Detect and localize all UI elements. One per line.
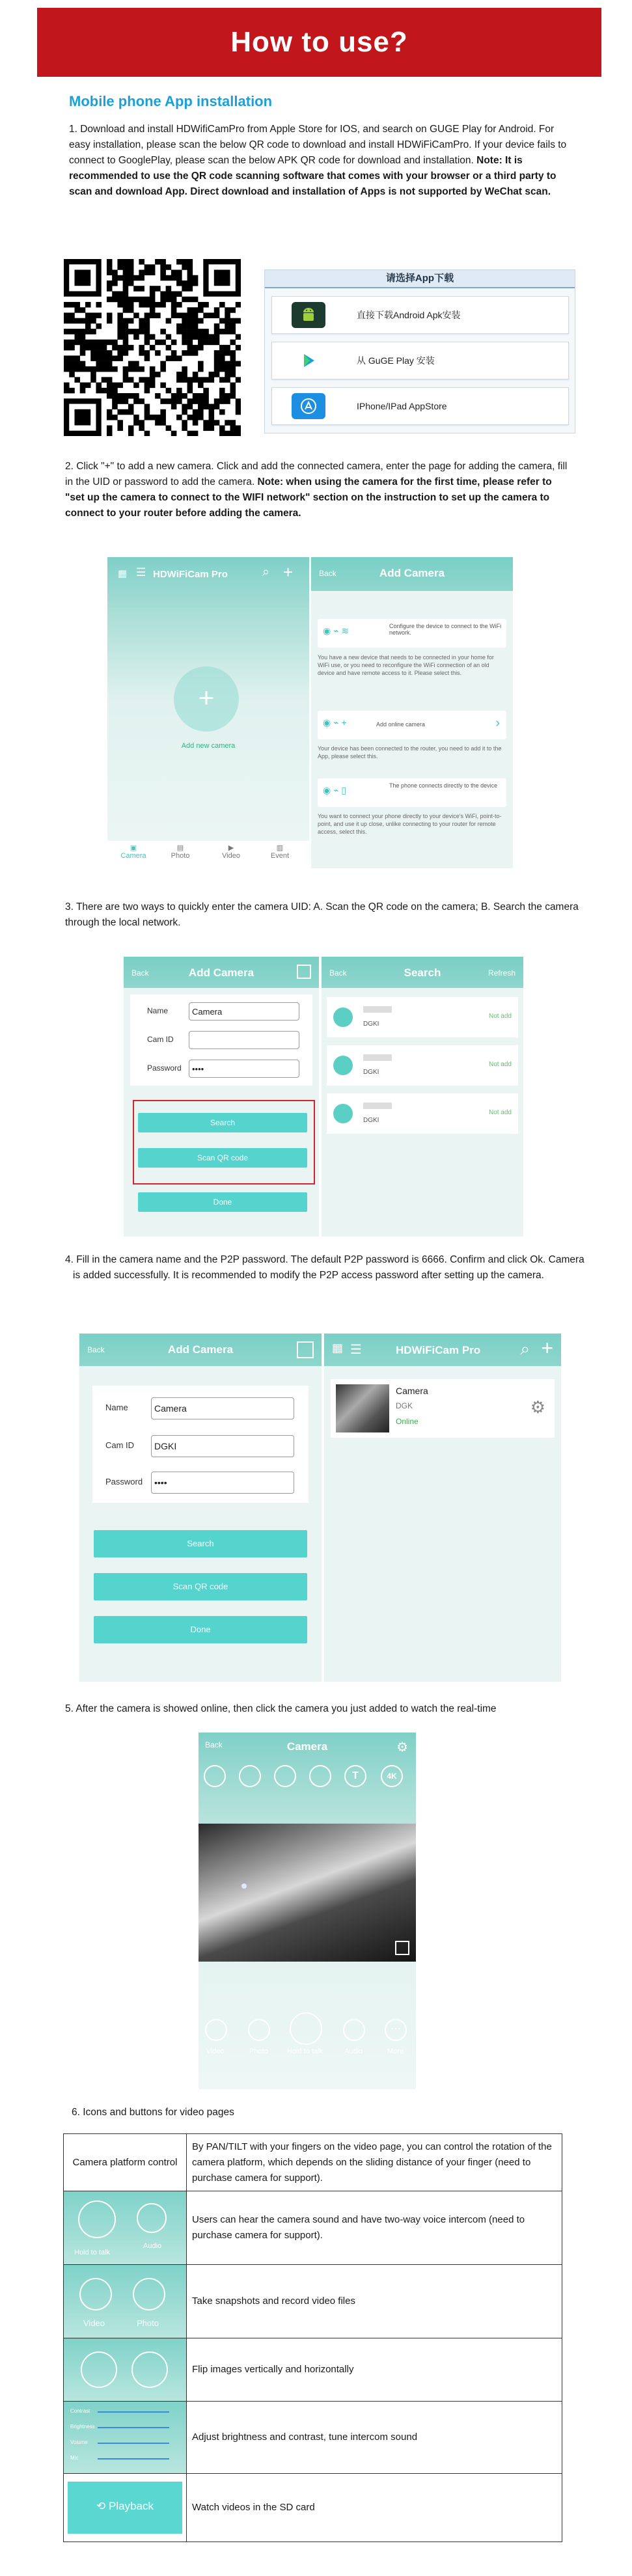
table-cell-desc: Take snapshots and record video files xyxy=(187,2265,562,2338)
search-result[interactable]: DGKI Not add xyxy=(327,1093,518,1134)
grid-icon[interactable]: ▦ xyxy=(118,568,128,579)
screen-title: Add Camera xyxy=(167,1343,234,1356)
step4-paragraph: 4. Fill in the camera name and the P2P password. The default P2P password is 6666. Confirm and click Ok. Camera is added successfully. It is recommended to modify the P2P access password after setting up the camera. xyxy=(65,1254,584,1281)
screenshot-search xyxy=(322,957,523,1237)
back-button[interactable]: Back xyxy=(87,1345,105,1354)
video-icon: ▶ xyxy=(228,844,234,852)
camera-list-item[interactable]: Camera DGK Online ⚙ xyxy=(331,1379,555,1438)
search-result[interactable]: DGKI Not add xyxy=(327,1045,518,1086)
tab-bar xyxy=(107,841,309,868)
tab-event[interactable]: ▥ Event xyxy=(267,843,293,860)
add-icon[interactable]: + xyxy=(283,562,294,582)
phone-icon: ◉ ⌁ ▯ xyxy=(323,785,347,795)
photo-icon[interactable] xyxy=(248,2019,270,2041)
option-direct-connect[interactable]: ◉ ⌁ ▯ The phone connects directly to the device xyxy=(318,778,506,807)
refresh-button[interactable]: Refresh xyxy=(488,968,515,978)
page-title-banner xyxy=(37,8,601,77)
nav-bar xyxy=(324,1334,561,1366)
redacted-name xyxy=(363,1054,392,1061)
flip-icon[interactable] xyxy=(239,1765,261,1787)
app-title: HDWiFiCam Pro xyxy=(153,569,228,580)
screen-title: Camera xyxy=(286,1740,328,1753)
photo-icon: ▤ xyxy=(176,844,184,852)
step2-note: Note: when using the camera for the first time, please refer to "set up the camera to connect to the WIFI network" section on the instruction to set up the camera to connect to your router before adding the camera. xyxy=(65,476,552,519)
download-option-label: 从 GuGE Play 安装 xyxy=(357,355,435,366)
app-store-icon xyxy=(292,393,325,419)
cam-id-field[interactable] xyxy=(189,1031,299,1049)
table-cell-label: Camera platform control xyxy=(64,2134,187,2191)
text-icon[interactable]: T xyxy=(344,1765,366,1787)
screen-title: Add Camera xyxy=(188,966,254,979)
add-new-camera-label: Add new camera xyxy=(181,742,236,750)
download-option-label: IPhone/IPad AppStore xyxy=(357,401,447,411)
nav-bar xyxy=(311,557,513,591)
back-button[interactable]: Back xyxy=(319,569,337,578)
done-button[interactable]: Done xyxy=(138,1192,307,1212)
video-record-icon[interactable] xyxy=(205,2019,227,2041)
screenshot-live-view: Back Camera ⚙ T 4K Video Photo Hold to talk Audio ⋯ More xyxy=(199,1733,416,2089)
scan-icon[interactable] xyxy=(297,1341,314,1358)
camera-icon xyxy=(333,1056,353,1075)
ptz-icon[interactable] xyxy=(204,1765,226,1787)
talk-audio-tile: Hold to talk Audio xyxy=(64,2191,187,2265)
back-button[interactable]: Back xyxy=(205,1740,223,1749)
screen-title: Search xyxy=(404,966,441,979)
mirror-icon[interactable] xyxy=(274,1765,296,1787)
camera-thumbnail xyxy=(336,1384,389,1432)
table-row xyxy=(64,2338,562,2402)
back-button[interactable]: Back xyxy=(131,968,149,978)
mic-slider xyxy=(98,2458,169,2460)
screenshot-camera-list xyxy=(324,1334,561,1682)
table-cell-desc: Users can hear the camera sound and have two-way voice intercom (need to purchase camera for support). xyxy=(187,2191,562,2265)
table-row xyxy=(64,2474,562,2542)
step6-paragraph: 6. Icons and buttons for video pages xyxy=(72,2107,234,2118)
back-button[interactable]: Back xyxy=(329,968,347,978)
google-play-icon xyxy=(292,348,325,374)
step3-paragraph: 3. There are two ways to quickly enter the camera UID: A. Scan the QR code on the camera; B. Search the camera through the local network. xyxy=(65,901,579,928)
qr-code[interactable] xyxy=(64,259,241,436)
microphone-icon xyxy=(78,2200,116,2238)
brightness-icon[interactable] xyxy=(309,1765,331,1787)
gear-icon[interactable]: ⚙ xyxy=(530,1397,545,1417)
cam-id-field[interactable]: DGKI xyxy=(151,1435,294,1457)
light-spot xyxy=(241,1884,247,1889)
add-icon[interactable]: + xyxy=(541,1336,553,1360)
download-panel xyxy=(264,269,575,433)
download-option-android[interactable] xyxy=(271,296,569,334)
video-record-icon xyxy=(79,2278,112,2310)
nav-bar xyxy=(322,957,523,988)
form-card: Name Camera Cam ID DGKI Password •••• xyxy=(92,1386,309,1503)
step5-paragraph: 5. After the camera is showed online, then click the camera you just added to watch the real-time xyxy=(65,1703,497,1714)
scan-qr-button[interactable]: Scan QR code xyxy=(94,1573,307,1600)
screenshot-add-camera: Back Add Camera ◉ ⌁ ≋ Configure the device to connect to the WiFi network. You have a new device that needs to be connected in your home for WiFi use, or you need to reconfigure the WiFi connection of an old device and have remote access to it. Please select this. ◉ ⌁ + Add online camera › Your device has been connected to the router, you need to add it to the App, please select this. ◉ ⌁ ▯ The phone connects directly to the device You want to connect your phone directly to your device's WiFi, point-to-point, and use it up close, unlike connecting to your router for remote access, select this. xyxy=(311,557,513,868)
search-icon[interactable]: ⌕ xyxy=(262,565,270,579)
download-panel-title: 请选择App下载 xyxy=(265,270,575,288)
option-configure-wifi[interactable]: ◉ ⌁ ≋ Configure the device to connect to the WiFi network. xyxy=(318,619,506,648)
table-row xyxy=(64,2191,562,2265)
video-view[interactable] xyxy=(199,1824,416,1962)
password-field[interactable]: •••• xyxy=(189,1060,299,1078)
page-title: How to use? xyxy=(230,26,408,58)
flip-horizontal-icon xyxy=(131,2351,168,2388)
grid-icon[interactable]: ▦ xyxy=(332,1341,344,1354)
microphone-icon[interactable] xyxy=(290,2012,322,2045)
app-title: HDWiFiCam Pro xyxy=(396,1344,481,1356)
link-icon: ◉ ⌁ + xyxy=(323,717,347,728)
step1-note: Note: It is recommended to use the QR code scanning software that comes with your browser or a third party to scan and download App. Direct download and installation of Apps is not supported by WeChat scan. xyxy=(69,155,556,197)
contrast-slider xyxy=(98,2411,169,2413)
wifi-icon: ◉ ⌁ ≋ xyxy=(323,625,350,636)
tab-camera[interactable]: ▣ Camera xyxy=(120,844,146,860)
camera-icon xyxy=(333,1104,353,1123)
flip-vertical-icon xyxy=(81,2351,117,2388)
photo-icon xyxy=(133,2278,165,2310)
table-cell-desc: By PAN/TILT with your fingers on the video page, you can control the rotation of the camera platform, which depends on the sliding distance of your finger (need to purchase camera for support). xyxy=(187,2134,562,2191)
done-button[interactable]: Done xyxy=(94,1616,307,1643)
playback-tile xyxy=(64,2474,187,2542)
speaker-icon xyxy=(137,2203,167,2233)
playback-label: ⟲ Playback xyxy=(96,2500,154,2512)
add-camera-circle[interactable] xyxy=(174,666,239,732)
table-row xyxy=(64,2134,562,2191)
flip-tile xyxy=(64,2338,187,2402)
adjust-tile: Contrast Brightness Volume Mic xyxy=(64,2402,187,2474)
android-icon xyxy=(292,302,325,328)
search-button[interactable]: Search xyxy=(138,1113,307,1132)
event-icon: ▥ xyxy=(276,844,284,852)
camera-icon xyxy=(333,1007,353,1027)
redacted-name xyxy=(363,1006,392,1013)
name-field[interactable]: Camera xyxy=(189,1002,299,1021)
brightness-slider xyxy=(98,2427,169,2428)
step2-text: 2. Click "+" to add a new camera. Click and add the connected camera, enter the page for adding the camera, fill in the UID or password to add the camera. xyxy=(65,461,568,487)
quality-button[interactable]: 4K xyxy=(381,1765,403,1787)
screen-title: Add Camera xyxy=(379,567,445,579)
tab-photo[interactable]: ▤ Photo xyxy=(167,843,193,860)
redacted-name xyxy=(363,1103,392,1109)
screenshot-home xyxy=(107,557,309,868)
screenshot-add-camera-form xyxy=(124,957,319,1237)
more-icon[interactable]: ⋯ xyxy=(385,2019,407,2041)
section-heading: Mobile phone App installation xyxy=(69,93,273,109)
video-photo-tile: Video Photo xyxy=(64,2265,187,2338)
step2-paragraph xyxy=(65,459,573,521)
download-option-label: 直接下载Android Apk安装 xyxy=(357,310,461,320)
nav-bar xyxy=(79,1334,322,1366)
menu-icon[interactable]: ☰ xyxy=(136,566,146,579)
name-field[interactable]: Camera xyxy=(151,1397,294,1419)
plus-icon: + xyxy=(198,682,215,713)
status-badge: Online xyxy=(396,1417,419,1426)
search-button[interactable]: Search xyxy=(94,1530,307,1557)
nav-bar xyxy=(124,957,319,988)
table-cell-desc: Watch videos in the SD card xyxy=(187,2474,562,2542)
table-row xyxy=(64,2402,562,2474)
option-add-online[interactable]: ◉ ⌁ + Add online camera › xyxy=(318,711,506,739)
form-card: Name Camera Cam ID Password •••• xyxy=(130,994,312,1086)
chevron-right-icon: › xyxy=(495,716,500,730)
search-icon[interactable]: ⌕ xyxy=(520,1339,530,1358)
scan-icon[interactable] xyxy=(297,965,311,979)
fullscreen-icon[interactable] xyxy=(395,1941,409,1955)
step1-text: 1. Download and install HDWifiCamPro from Apple Store for IOS, and search on GUGE Play for Android. For easy installation, please scan the below QR code to download and install HDWiFiCamPro. If your device fails to connect to GooglePlay, please scan the below APK QR code for download and installation. xyxy=(69,124,567,166)
download-option-appstore[interactable] xyxy=(271,387,569,425)
table-cell-desc: Flip images vertically and horizontally xyxy=(187,2338,562,2402)
camera-icon: ▣ xyxy=(130,844,137,852)
screenshot-add-camera-filled xyxy=(79,1334,322,1682)
speaker-icon[interactable] xyxy=(343,2019,365,2041)
step1-paragraph xyxy=(69,122,570,200)
table-row xyxy=(64,2265,562,2338)
volume-slider xyxy=(98,2443,169,2444)
password-field[interactable]: •••• xyxy=(151,1472,294,1494)
menu-icon[interactable]: ☰ xyxy=(350,1343,362,1357)
settings-icon[interactable]: ⚙ xyxy=(396,1740,408,1755)
search-result[interactable]: DGKI Not add xyxy=(327,997,518,1037)
table-cell-desc: Adjust brightness and contrast, tune intercom sound xyxy=(187,2402,562,2474)
download-option-play[interactable] xyxy=(271,342,569,379)
scan-qr-button[interactable]: Scan QR code xyxy=(138,1148,307,1168)
tab-video[interactable]: ▶ Video xyxy=(218,843,244,860)
icon-table xyxy=(63,2133,562,2542)
